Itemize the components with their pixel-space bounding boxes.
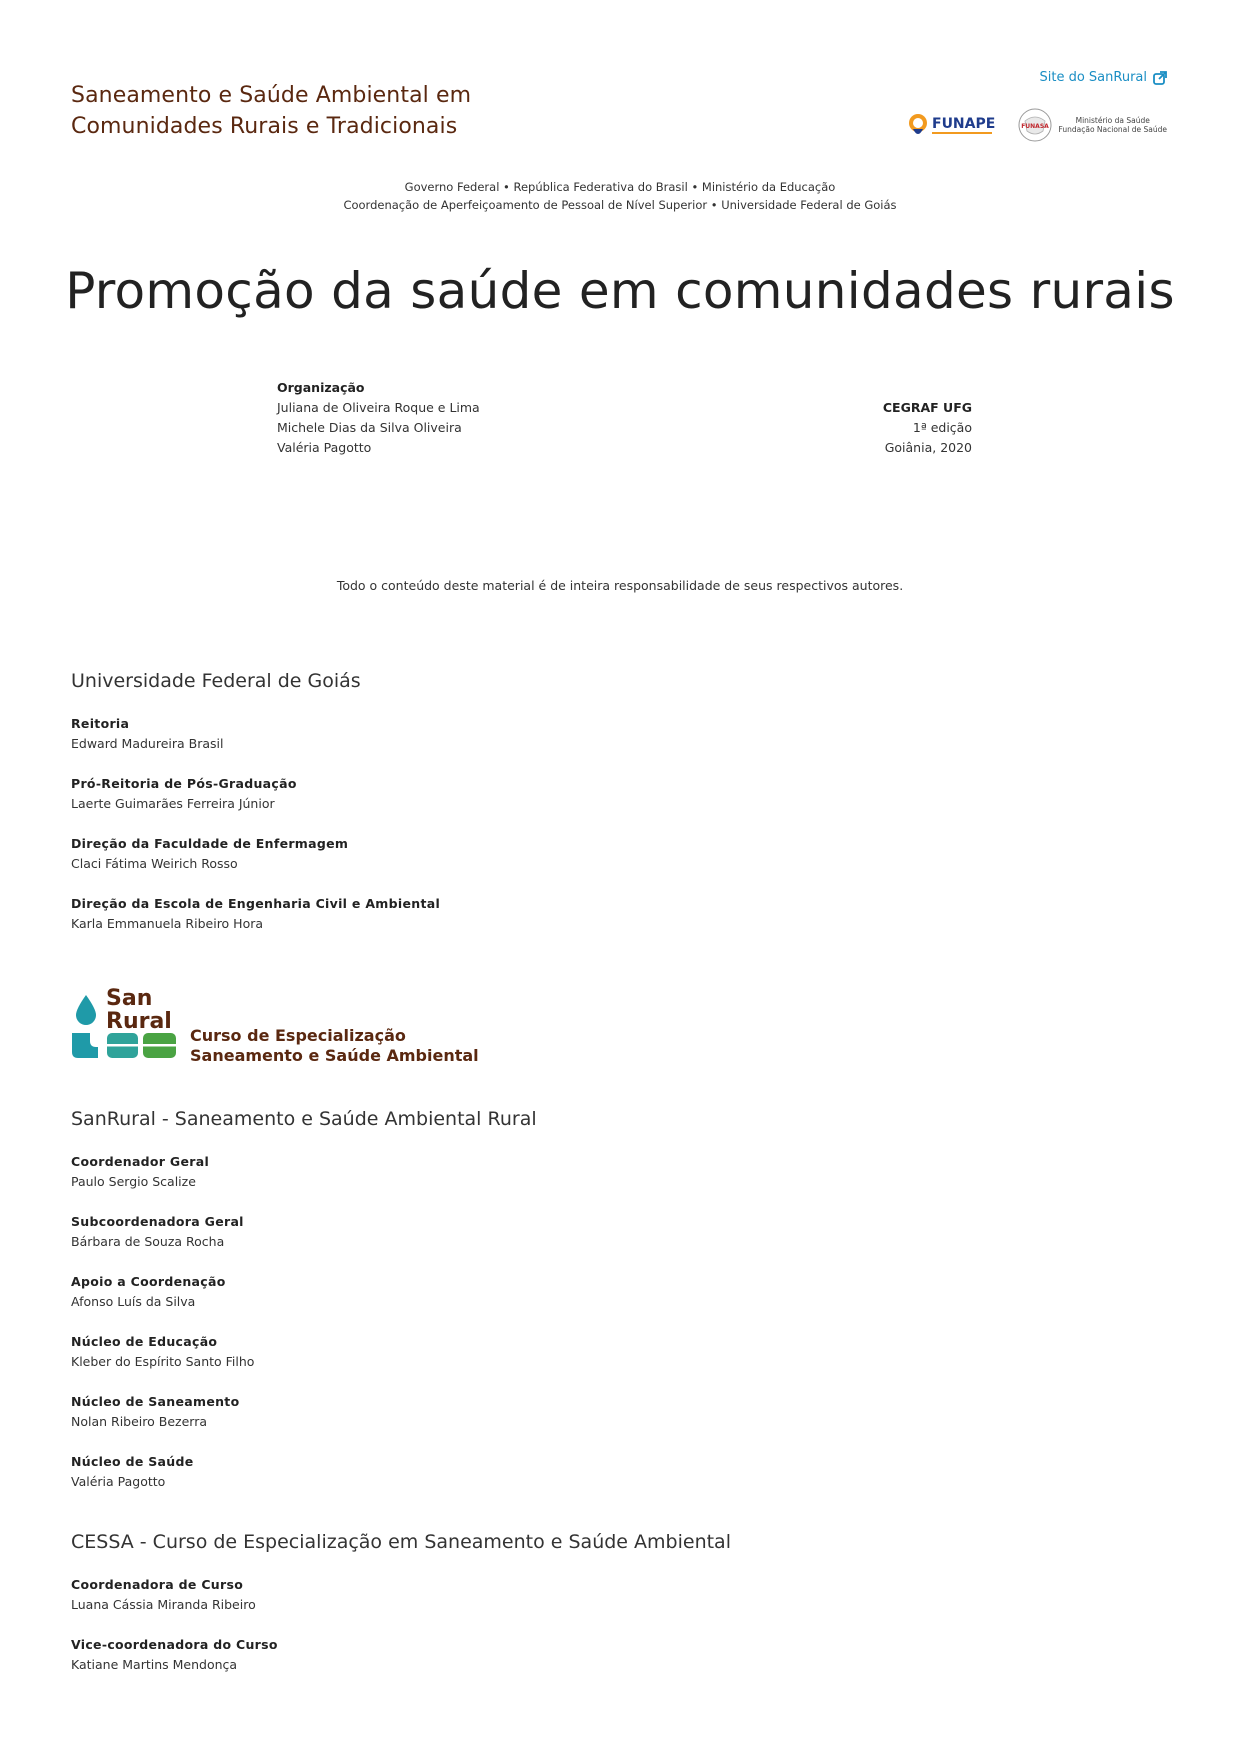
funape-logo-text: FUNAPE — [932, 116, 996, 132]
organizer-name: Michele Dias da Silva Oliveira — [277, 420, 462, 435]
role-name: Claci Fátima Weirich Rosso — [71, 856, 238, 871]
brand-title-line2: Comunidades Rurais e Tradicionais — [71, 114, 458, 139]
publisher-place-year: Goiânia, 2020 — [884, 440, 972, 455]
role-name: Kleber do Espírito Santo Filho — [71, 1354, 255, 1369]
publisher-name: CEGRAF UFG — [882, 400, 972, 415]
funasa-logo-text: FUNASA — [1021, 123, 1050, 130]
role-title: Núcleo de Saneamento — [71, 1394, 240, 1409]
role-entry — [71, 714, 223, 754]
funape-logo — [907, 109, 999, 141]
role-title: Direção da Escola de Engenharia Civil e Ambiental — [71, 896, 441, 911]
brand-title — [71, 80, 471, 142]
ministry-line2: Fundação Nacional de Saúde — [1058, 125, 1167, 134]
partner-logos — [907, 107, 1167, 143]
site-link-label: Site do SanRural — [1039, 70, 1147, 85]
role-name: Luana Cássia Miranda Ribeiro — [71, 1597, 256, 1612]
organizer-name: Juliana de Oliveira Roque e Lima — [277, 400, 480, 415]
funasa-logo — [1017, 107, 1053, 143]
role-entry — [71, 1452, 194, 1492]
role-name: Nolan Ribeiro Bezerra — [71, 1414, 208, 1429]
organization-label: Organização — [277, 380, 365, 395]
section-heading-sanrural: SanRural - Saneamento e Saúde Ambiental Rural — [71, 1108, 537, 1130]
external-link-icon — [1153, 71, 1167, 85]
role-name: Valéria Pagotto — [71, 1474, 166, 1489]
role-name: Bárbara de Souza Rocha — [71, 1234, 225, 1249]
role-name: Paulo Sergio Scalize — [71, 1174, 196, 1189]
section-heading-ufg: Universidade Federal de Goiás — [71, 670, 361, 692]
role-entry — [71, 1575, 256, 1615]
publisher-edition: 1ª edição — [912, 420, 972, 435]
role-name: Edward Madureira Brasil — [71, 736, 224, 751]
gov-line2: Coordenação de Aperfeiçoamento de Pessoal de Nível Superior • Universidade Federal de Goiás — [343, 198, 897, 212]
water-drop-icon — [76, 995, 96, 1025]
publisher-block — [883, 398, 972, 458]
role-entry — [71, 774, 297, 814]
ministry-line1: Ministério da Saúde — [1075, 116, 1150, 125]
role-title: Vice-coordenadora do Curso — [71, 1637, 278, 1652]
site-sanrural-link[interactable] — [1040, 70, 1168, 85]
funasa-logo-group — [1017, 107, 1167, 143]
document-title: Promoção da saúde em comunidades rurais — [65, 262, 1175, 320]
role-name: Laerte Guimarães Ferreira Júnior — [71, 796, 275, 811]
role-title: Pró-Reitoria de Pós-Graduação — [71, 776, 297, 791]
role-title: Núcleo de Educação — [71, 1334, 218, 1349]
role-entry — [71, 1152, 209, 1192]
ministry-label — [1058, 116, 1167, 134]
role-title: Apoio a Coordenação — [71, 1274, 226, 1289]
role-entry — [71, 834, 348, 874]
role-title: Núcleo de Saúde — [71, 1454, 194, 1469]
role-title: Coordenadora de Curso — [71, 1577, 244, 1592]
organization-block — [277, 378, 480, 458]
role-title: Coordenador Geral — [71, 1154, 210, 1169]
sanrural-logo-subtitle — [190, 1026, 479, 1066]
gov-line1: Governo Federal • República Federativa do Brasil • Ministério da Educação — [404, 180, 836, 194]
role-title: Subcoordenadora Geral — [71, 1214, 244, 1229]
sanrural-logo-word1: San — [106, 986, 153, 1011]
role-entry — [71, 1635, 278, 1675]
organizer-name: Valéria Pagotto — [277, 440, 372, 455]
sanrural-logo-word2: Rural — [106, 1009, 172, 1034]
sanrural-sub-line1: Curso de Especialização — [190, 1026, 406, 1045]
role-name: Karla Emmanuela Ribeiro Hora — [71, 916, 264, 931]
government-header — [0, 178, 1240, 214]
role-name: Afonso Luís da Silva — [71, 1294, 196, 1309]
sanrural-sub-line2: Saneamento e Saúde Ambiental — [190, 1046, 479, 1065]
role-entry — [71, 1272, 226, 1312]
role-entry — [71, 894, 440, 934]
role-entry — [71, 1212, 244, 1252]
role-entry — [71, 1392, 239, 1432]
role-name: Katiane Martins Mendonça — [71, 1657, 238, 1672]
section-heading-cessa: CESSA - Curso de Especialização em Saneamento e Saúde Ambiental — [71, 1531, 731, 1553]
sanrural-logo — [70, 985, 190, 1070]
role-entry — [71, 1332, 254, 1372]
responsibility-note: Todo o conteúdo deste material é de inteira responsabilidade de seus respectivos autores. — [336, 578, 904, 593]
brand-title-line1: Saneamento e Saúde Ambiental em — [71, 83, 472, 108]
role-title: Direção da Faculdade de Enfermagem — [71, 836, 349, 851]
role-title: Reitoria — [71, 716, 130, 731]
